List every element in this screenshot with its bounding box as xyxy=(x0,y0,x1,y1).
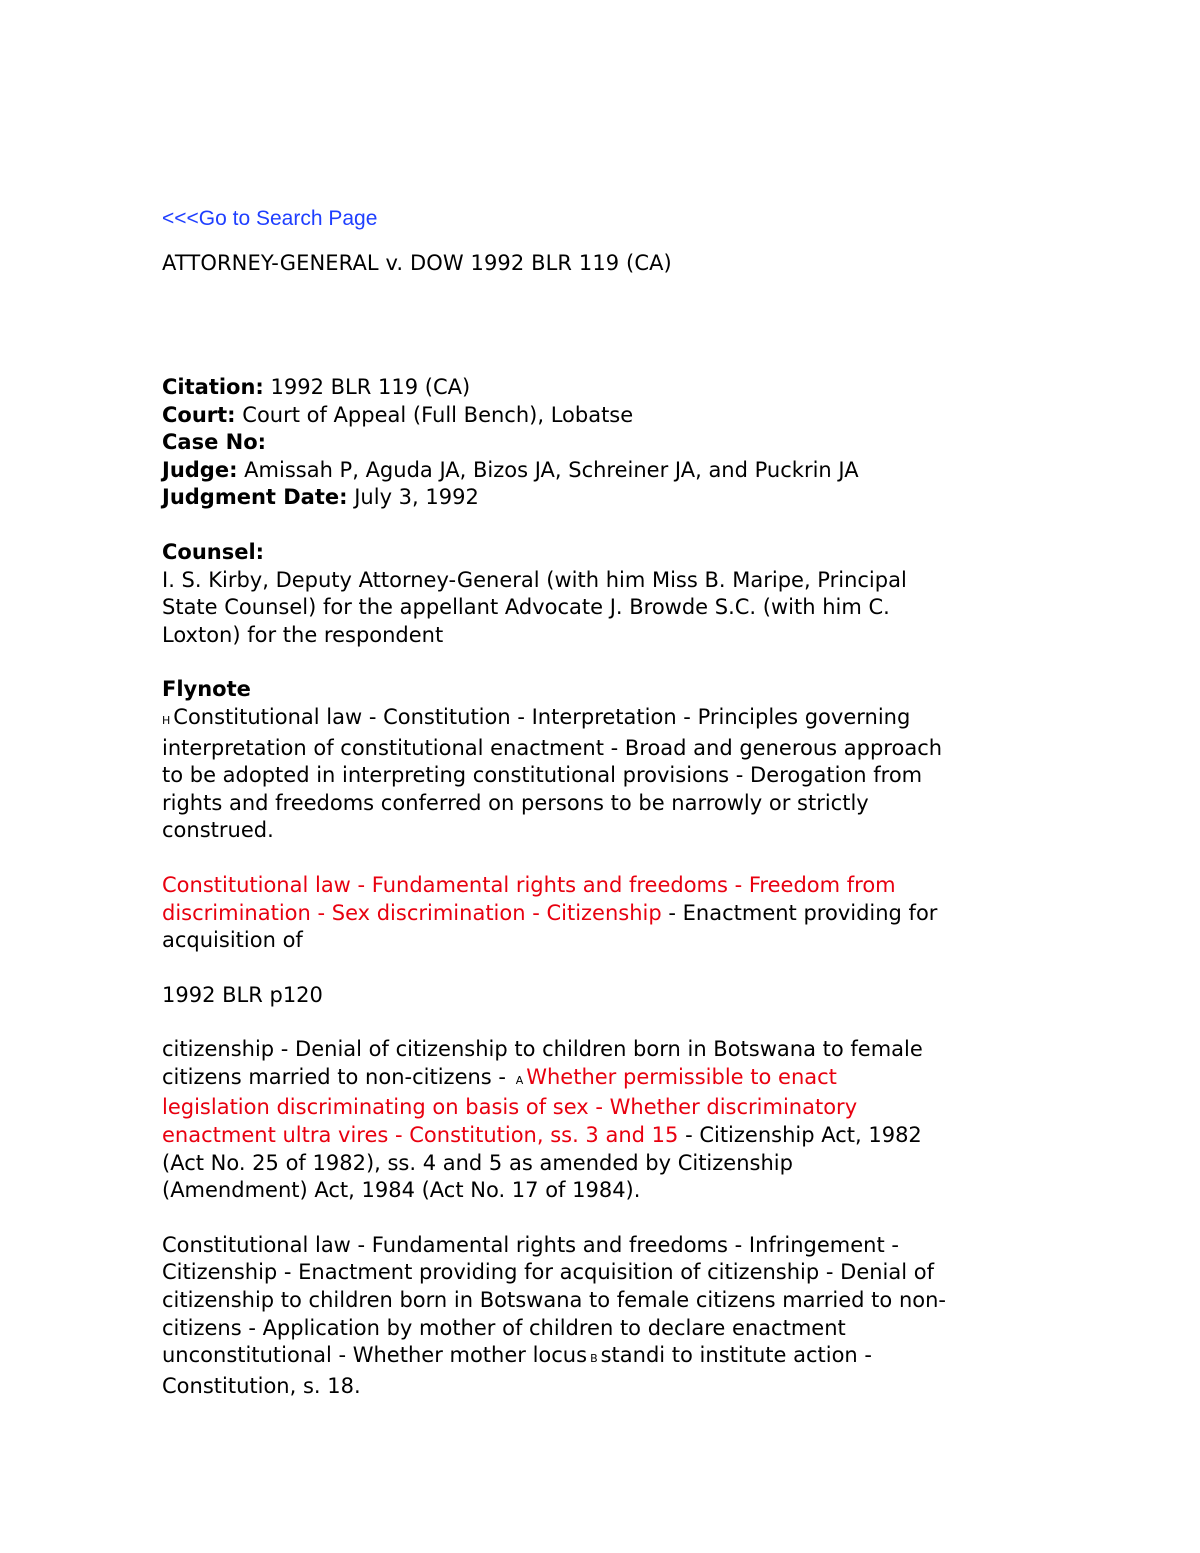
counsel-line: I. S. Kirby, Deputy Attorney-General (with him Miss B. Maripe, Principal xyxy=(162,567,907,592)
paragraph-line: citizenship - Denial of citizenship to children born in Botswana to female xyxy=(162,1037,923,1062)
highlighted-text: enactment ultra vires - Constitution, ss. 3 and 15 xyxy=(162,1123,679,1148)
case-no-row xyxy=(162,429,1032,457)
margin-marker: B xyxy=(590,1352,598,1366)
flynote-paragraph-4 xyxy=(162,1232,1032,1401)
flynote-paragraph-2 xyxy=(162,872,1032,955)
counsel-heading: Counsel: xyxy=(162,539,265,564)
page-reference: 1992 BLR p120 xyxy=(162,982,323,1007)
court-value: Court of Appeal (Full Bench), Lobatse xyxy=(242,402,634,427)
paragraph-line: citizens - Application by mother of children to declare enactment xyxy=(162,1315,846,1340)
case-title: ATTORNEY-GENERAL v. DOW 1992 BLR 119 (CA) xyxy=(162,251,672,275)
go-to-search-link[interactable]: <<<Go to Search Page xyxy=(162,207,378,230)
flynote-heading: Flynote xyxy=(162,677,251,702)
citation-label: Citation: xyxy=(162,375,264,399)
paragraph-line: Constitutional law - Fundamental rights and freedoms - Infringement - xyxy=(162,1232,899,1257)
judge-label: Judge: xyxy=(162,457,238,482)
paragraph-line: (Act No. 25 of 1982), ss. 4 and 5 as amended by Citizenship xyxy=(162,1150,793,1175)
paragraph-line: acquisition of xyxy=(162,928,303,953)
paragraph-text: unconstitutional - Whether mother locus xyxy=(162,1343,588,1368)
flynote-section xyxy=(162,676,1032,845)
flynote-line xyxy=(162,704,1032,735)
margin-marker: A xyxy=(515,1073,524,1087)
judge-row xyxy=(162,457,1032,485)
case-metadata xyxy=(162,374,1032,512)
highlighted-line: Constitutional law - Fundamental rights and freedoms - Freedom from xyxy=(162,872,896,897)
flynote-paragraph-3 xyxy=(162,1036,1032,1205)
flynote-text: Constitutional law - Constitution - Interpretation - Principles governing xyxy=(173,704,911,729)
case-no-label: Case No: xyxy=(162,430,267,455)
judgment-date-value: July 3, 1992 xyxy=(354,485,479,510)
flynote-line: to be adopted in interpreting constitutional provisions - Derogation from xyxy=(162,763,923,788)
paragraph-text: - Citizenship Act, 1982 xyxy=(678,1123,922,1148)
flynote-line: interpretation of constitutional enactment - Broad and generous approach xyxy=(162,735,943,760)
counsel-line: State Counsel) for the appellant Advocate J. Browde S.C. (with him C. xyxy=(162,595,890,620)
paragraph-line xyxy=(162,1064,1032,1095)
paragraph-line: Citizenship - Enactment providing for acquisition of citizenship - Denial of xyxy=(162,1260,935,1285)
counsel-section xyxy=(162,539,1032,649)
highlighted-line: legislation discriminating on basis of sex - Whether discriminatory xyxy=(162,1095,858,1120)
court-label: Court: xyxy=(162,402,236,427)
paragraph-line xyxy=(162,1342,1032,1373)
paragraph-line: (Amendment) Act, 1984 (Act No. 17 of 1984). xyxy=(162,1178,641,1203)
paragraph-text: standi to institute action - xyxy=(600,1343,872,1368)
counsel-line: Loxton) for the respondent xyxy=(162,622,444,647)
judgment-date-label: Judgment Date: xyxy=(162,485,348,510)
document-page xyxy=(162,204,1032,1400)
judgment-date-row xyxy=(162,484,1032,512)
paragraph-text: citizens married to non-citizens - xyxy=(162,1064,513,1089)
highlighted-text: Whether permissible to enact xyxy=(526,1064,837,1089)
flynote-line: rights and freedoms conferred on persons to be narrowly or strictly xyxy=(162,790,869,815)
citation-value: 1992 BLR 119 (CA) xyxy=(270,375,471,399)
margin-marker: H xyxy=(162,713,171,727)
court-row xyxy=(162,402,1032,430)
paragraph-line xyxy=(162,900,1032,928)
citation-row xyxy=(162,374,1032,402)
paragraph-line: citizenship to children born in Botswana to female citizens married to non- xyxy=(162,1288,946,1313)
paragraph-line xyxy=(162,1122,1032,1150)
flynote-line: construed. xyxy=(162,818,274,843)
paragraph-text: - Enactment providing for xyxy=(661,900,938,925)
paragraph-line: Constitution, s. 18. xyxy=(162,1373,361,1398)
highlighted-text: discrimination - Sex discrimination - Citizenship xyxy=(162,900,662,925)
judge-value: Amissah P, Aguda JA, Bizos JA, Schreiner JA, and Puckrin JA xyxy=(244,457,859,482)
